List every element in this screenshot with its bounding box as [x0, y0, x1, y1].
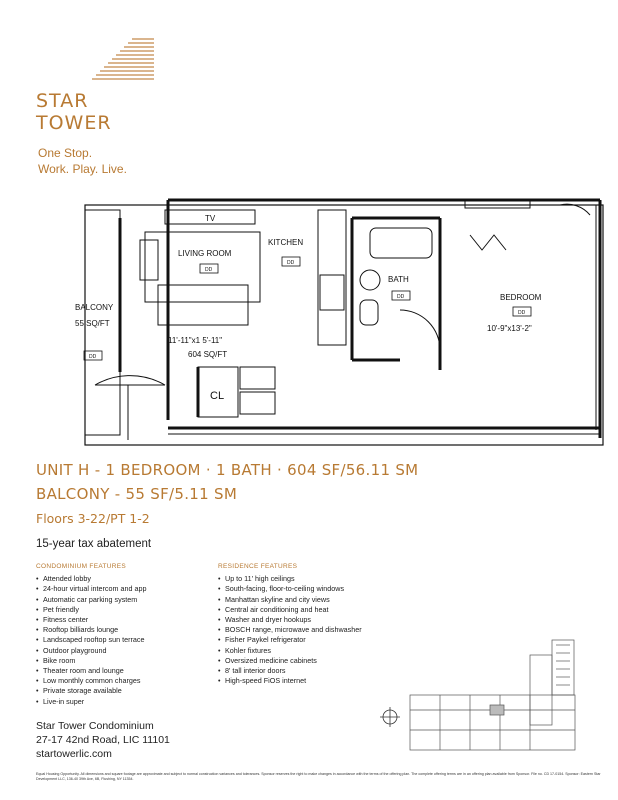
compass-icon	[380, 707, 400, 727]
list-item: • High-speed FiOS internet	[218, 676, 362, 686]
plan-label-living-room: LIVING ROOM	[178, 249, 232, 258]
list-item: • Live-in super	[36, 697, 146, 707]
plan-label-bedroom-dims: 10'-9"x13'-2"	[487, 324, 532, 333]
dd-marker-bath: DD	[397, 294, 405, 300]
plan-label-balcony-sf: 55 SQ/FT	[75, 319, 110, 328]
list-item: • BOSCH range, microwave and dishwasher	[218, 625, 362, 635]
dd-marker-living: DD	[205, 267, 213, 273]
condo-features-heading: CONDOMINIUM FEATURES	[36, 563, 127, 570]
website: startowerlic.com	[36, 748, 112, 760]
list-item: • Automatic car parking system	[36, 595, 146, 605]
plan-label-tv: TV	[205, 214, 216, 223]
list-item: • Theater room and lounge	[36, 666, 146, 676]
list-item: • Low monthly common charges	[36, 676, 146, 686]
list-item: • Private storage available	[36, 686, 146, 696]
tagline-line-2: Work. Play. Live.	[38, 162, 127, 176]
address-line-2: 27-17 42nd Road, LIC 11101	[36, 734, 170, 746]
list-item: • Oversized medicine cabinets	[218, 656, 362, 666]
tax-abatement: 15-year tax abatement	[36, 538, 152, 550]
list-item: • 8' tall interior doors	[218, 666, 362, 676]
list-item: • South-facing, floor-to-ceiling windows	[218, 584, 362, 594]
balcony-summary-line: BALCONY - 55 SF/5.11 SM	[36, 485, 238, 503]
tagline-line-1: One Stop.	[38, 146, 93, 160]
list-item: • Kohler fixtures	[218, 646, 362, 656]
floors-line: Floors 3-22/PT 1-2	[36, 511, 150, 526]
plan-label-bedroom: BEDROOM	[500, 293, 542, 302]
brand-line-2: TOWER	[36, 112, 112, 134]
list-item: • Central air conditioning and heat	[218, 605, 362, 615]
address-block	[36, 719, 170, 761]
residence-features	[218, 562, 362, 686]
plan-label-living-sf: 604 SQ/FT	[188, 350, 228, 359]
plan-label-bath: BATH	[388, 275, 409, 284]
list-item: • Outdoor playground	[36, 646, 146, 656]
list-item: • Fisher Paykel refrigerator	[218, 635, 362, 645]
address-line-1: Star Tower Condominium	[36, 720, 154, 732]
dd-marker-balcony: DD	[89, 354, 97, 360]
unit-summary-line: UNIT H - 1 BEDROOM · 1 BATH · 604 SF/56.11 SM	[36, 461, 419, 479]
list-item: • Fitness center	[36, 615, 146, 625]
dd-marker-kitchen: DD	[287, 260, 295, 266]
list-item: • Bike room	[36, 656, 146, 666]
legal-disclaimer: Equal Housing Opportunity. All dimensions and square footage are approximate and subject to normal construction variances and tolerances. Sponsor reserves the right to make changes in accordance with the terms of the offering plan. The complete offering terms are in an offering plan available from Sponsor. File no. CD 17-0154. Sponsor: Eastern Star Development LLC, 136-40 39th Ave, 6B, Flushing, NY 11354.	[36, 772, 601, 781]
list-item: • 24-hour virtual intercom and app	[36, 584, 146, 594]
brand-line-1: STAR	[36, 90, 89, 112]
list-item: • Rooftop billiards lounge	[36, 625, 146, 635]
building-key-plan	[380, 635, 585, 755]
list-item: • Landscaped rooftop sun terrace	[36, 635, 146, 645]
list-item: • Up to 11' high ceilings	[218, 574, 362, 584]
list-item: • Pet friendly	[36, 605, 146, 615]
residence-features-heading: RESIDENCE FEATURES	[218, 563, 298, 570]
list-item: • Manhattan skyline and city views	[218, 595, 362, 605]
dd-marker-bedroom: DD	[518, 310, 526, 316]
plan-label-kitchen: KITCHEN	[268, 238, 304, 247]
condominium-features	[36, 562, 146, 707]
list-item: • Washer and dryer hookups	[218, 615, 362, 625]
plan-label-balcony: BALCONY	[75, 303, 114, 312]
list-item: • Attended lobby	[36, 574, 146, 584]
plan-label-closet: CL	[210, 390, 225, 402]
plan-label-living-dims: 11'-11"x1 5'-11"	[168, 336, 223, 345]
